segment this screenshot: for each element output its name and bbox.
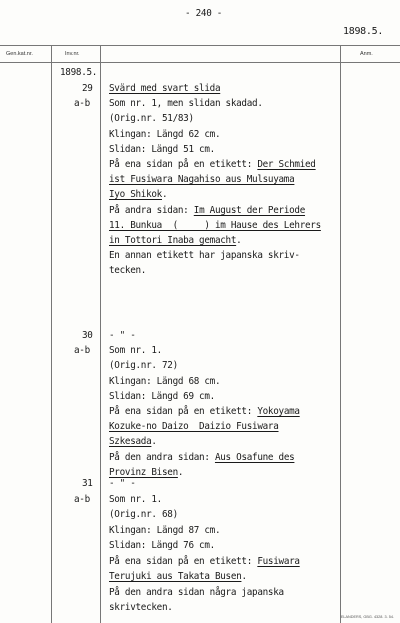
line-text: På ena sidan på en etikett: [109,406,258,417]
column-header-anm: Anm. [360,51,373,57]
line-text: - " - [109,330,136,341]
line-text: Slidan: Längd 76 cm. [109,540,215,551]
entry-line [109,265,146,277]
entry-line [109,113,194,125]
underlined-text: Provinz Bisen [109,466,178,478]
form-identifier: ELANDERS, GBG. 4328. 3. 54. [340,615,394,619]
line-text: tecken. [109,265,147,277]
entry-line [109,220,321,232]
entry-number: 31 [82,478,93,489]
underlined-text: Yokoyama [257,406,300,417]
page-number: - 240 - [185,8,223,19]
line-text: Som nr. 1. [109,345,162,357]
line-text: En annan etikett har japanska skriv- [109,250,300,262]
line-text: (Orig.nr. 51/83) [109,113,194,125]
line-text: (Orig.nr. 72) [109,360,178,372]
line-text: På andra sidan: [109,204,194,216]
entry-line [109,376,220,388]
line-text: . [161,189,168,201]
column-header-genkat: Gen.kat.nr. [6,51,33,57]
line-text: - " - [109,478,136,489]
underlined-text: Terujuki aus Takata Busen [109,571,242,582]
underlined-text: ist Fusiwara Nagahiso aus Mulsuyama [109,174,295,186]
entry-line [109,421,279,433]
entry-line [109,174,294,186]
line-text: . [241,571,247,582]
entry-line [109,602,173,614]
entry-sub-number: a-b [74,493,90,505]
entry-line [109,345,162,357]
entry-line [109,556,300,568]
underlined-text: 11. Bunkua ( ) im Hause des Lehrers [109,219,321,231]
underlined-text: Der Schmied [257,159,316,170]
entry-line [109,98,263,110]
line-text: På den andra sidan några japanska [109,586,284,598]
entry-line [109,83,220,95]
entry-line [109,525,220,537]
underlined-text: in Tottori Inaba gemacht [109,235,237,246]
entry-line [109,189,167,201]
line-text: (Orig.nr. 68) [109,509,178,520]
entry-line [109,587,284,599]
underlined-text: Svärd med svart slida [109,83,221,94]
entry-line [109,406,300,418]
entry-line [109,452,294,464]
entry-line [109,571,247,583]
entry-line [109,235,241,247]
column-divider-2 [100,45,101,623]
entry-line [109,129,220,141]
entry-line [109,159,316,171]
page-date: 1898.5. [343,26,384,37]
column-divider-3 [340,45,341,623]
line-text: . [177,466,184,478]
entry-line [109,144,215,156]
underlined-text: Im August der Periode [193,204,306,216]
line-text: Slidan: Längd 69 cm. [109,390,215,402]
underlined-text: Fusiwara [257,555,300,567]
entry-line [109,391,215,403]
entry-line [109,436,157,448]
entry-line [109,205,305,217]
line-text: Klingan: Längd 68 cm. [109,375,221,387]
column-header-inv: Inv.nr. [65,51,80,57]
entry-number: 30 [82,330,93,341]
underlined-text: Szkesada [109,436,152,448]
underlined-text: Kozuke-no Daizo Daizio Fusiwara [109,421,279,433]
entry-line [109,250,300,262]
entry-line [109,478,136,490]
entry-sub-number: a-b [74,98,90,110]
entry-line [109,360,178,372]
entry-number: 29 [82,83,93,94]
entry-line [109,494,162,506]
entry-line [109,509,178,521]
entry-line [109,467,183,479]
line-text: Slidan: Längd 51 cm. [109,143,215,155]
entry-line [109,540,215,552]
line-text: . [151,436,157,448]
entry-line [109,330,136,342]
line-text: På ena sidan på en etikett: [109,159,258,170]
underlined-text: Aus Osafune des [214,451,295,463]
line-text: skrivtecken. [109,602,173,613]
line-text: På den andra sidan: [109,451,215,463]
line-text: Klingan: Längd 62 cm. [109,128,221,140]
line-text: Klingan: Längd 87 cm. [109,524,221,536]
column-divider-1 [51,45,52,623]
entry-date: 1898.5. [60,67,98,78]
line-text: Som nr. 1, men slidan skadad. [109,98,263,110]
entry-sub-number: a-b [74,345,90,357]
line-text: . [236,235,242,246]
line-text: Som nr. 1. [109,493,162,505]
line-text: På ena sidan på en etikett: [109,555,258,567]
underlined-text: Iyo Shikok [109,189,162,201]
